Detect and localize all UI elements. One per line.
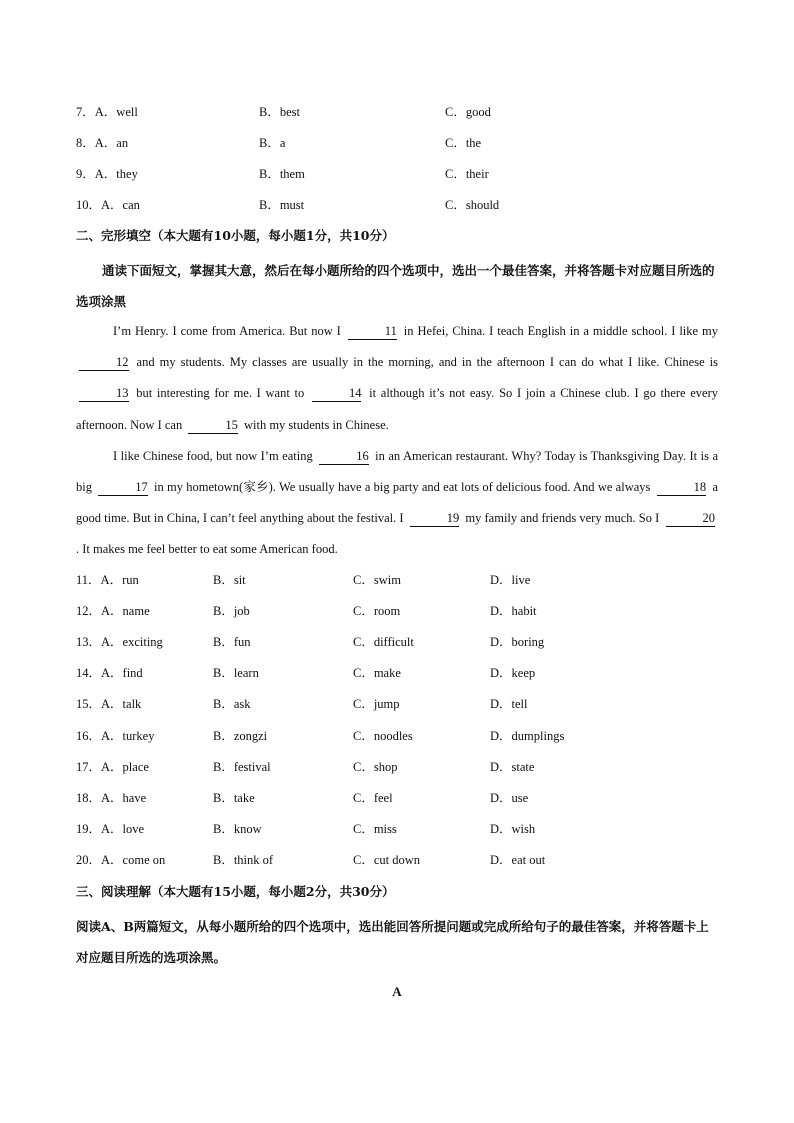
option-d: D．state: [490, 759, 535, 774]
blank-16: 16: [319, 449, 369, 465]
option-c: C．jump: [353, 697, 400, 712]
option-d: D．tell: [490, 697, 528, 712]
blank-11: 11: [348, 324, 397, 340]
option-b: B．must: [259, 198, 305, 212]
option-a: A．an: [94, 136, 129, 150]
option-a: A．run: [100, 573, 139, 587]
option-c: C．miss: [353, 821, 397, 836]
blank-15: 15: [188, 418, 238, 434]
section-3-title: 三、阅读理解（本大题有15小题，每小题2分，共30分）: [76, 884, 395, 899]
option-c: C．should: [445, 198, 500, 212]
passage-text: my family and friends very much. So I: [462, 511, 663, 526]
question-stem: [76, 195, 140, 215]
option-c: C．difficult: [353, 635, 414, 650]
option-a: A．they: [94, 167, 138, 181]
passage-text: and my students. My classes are usually in the morning, and in the afternoon I can do what I like. Chinese is: [131, 355, 718, 370]
cloze-passage: [76, 316, 718, 566]
option-b: B．think of: [213, 852, 274, 867]
question-number: 12．: [76, 604, 102, 619]
question-number: 15．: [76, 697, 102, 712]
passage-text: in my hometown(家乡). We usually have a big party and eat lots of delicious food. And we always: [150, 480, 654, 495]
passage-text: it although it’s not easy. So I join a Chinese club. I go there every afternoon. Now I can: [76, 386, 718, 432]
question-number: 17．: [76, 759, 102, 774]
option-b: B．fun: [213, 635, 251, 650]
passage-paragraph-2: [76, 441, 718, 566]
option-c: C．make: [353, 666, 401, 681]
option-b: B．ask: [213, 697, 251, 712]
option-a: A．name: [101, 604, 150, 619]
option-b: B．zongzi: [213, 728, 268, 743]
question-stem: [76, 102, 138, 122]
option-a: A．love: [101, 821, 145, 836]
option-a: A．have: [101, 790, 147, 805]
option-b: B．know: [213, 821, 262, 836]
option-d: D．dumplings: [490, 728, 565, 743]
option-d: D．keep: [490, 666, 536, 681]
question-stem: [76, 164, 138, 184]
blank-18: 18: [657, 480, 707, 496]
question-stem: [76, 570, 139, 590]
question-stem: [76, 601, 150, 621]
question-stem: [76, 850, 165, 870]
option-c: C．their: [445, 167, 489, 181]
passage-text: . It makes me feel better to eat some American food.: [76, 542, 338, 557]
passage-paragraph-1: [76, 316, 718, 441]
option-c: C．shop: [353, 759, 398, 774]
passage-text: I like Chinese food, but now I’m eating: [113, 448, 317, 463]
option-a: A．well: [94, 105, 138, 119]
question-number: 8．: [76, 136, 95, 150]
option-b: B．festival: [213, 759, 271, 774]
option-a: A．can: [101, 198, 140, 212]
passage-a-label: A: [392, 984, 402, 999]
option-d: D．wish: [490, 821, 536, 836]
blank-17: 17: [98, 480, 148, 496]
question-stem: [76, 694, 141, 714]
option-d: D．boring: [490, 635, 545, 650]
option-a: A．find: [101, 666, 143, 681]
option-d: D．habit: [490, 604, 537, 619]
question-number: 11．: [76, 573, 101, 587]
option-a: A．turkey: [101, 728, 155, 743]
option-c: C．noodles: [353, 728, 413, 743]
blank-13: 13: [79, 386, 129, 402]
question-number: 9．: [76, 167, 95, 181]
option-b: B．sit: [213, 573, 246, 587]
section-2-instruction: 通读下面短文，掌握其大意，然后在每小题所给的四个选项中，选出一个最佳答案，并将答题卡对应题目所选的选项涂黑: [76, 263, 715, 309]
question-number: 13．: [76, 635, 102, 650]
question-number: 7．: [76, 105, 95, 119]
blank-19: 19: [410, 511, 460, 527]
question-number: 14．: [76, 666, 102, 681]
passage-text: a good time. But in China, I can’t feel anything about the festival. I: [76, 480, 718, 526]
question-number: 20．: [76, 852, 102, 867]
option-d: D．eat out: [490, 852, 546, 867]
question-stem: [76, 788, 146, 808]
blank-14: 14: [312, 386, 362, 402]
option-b: B．a: [259, 136, 286, 150]
option-c: C．good: [445, 105, 491, 119]
question-stem: [76, 819, 144, 839]
option-a: A．exciting: [101, 635, 163, 650]
section-2-title: 二、完形填空（本大题有10小题，每小题1分，共10分）: [76, 228, 395, 243]
passage-text: but interesting for me. I want to: [131, 386, 309, 401]
question-stem: [76, 757, 149, 777]
question-stem: [76, 632, 163, 652]
option-b: B．them: [259, 167, 305, 181]
option-a: A．place: [101, 759, 149, 774]
option-d: D．use: [490, 790, 529, 805]
question-number: 16．: [76, 728, 102, 743]
option-a: A．talk: [101, 697, 142, 712]
blank-20: 20: [666, 511, 716, 527]
option-c: C．swim: [353, 573, 401, 587]
question-number: 18．: [76, 790, 102, 805]
passage-text: in an American restaurant. Why? Today is Thanksgiving Day. It is a big: [76, 448, 718, 495]
question-number: 19．: [76, 821, 102, 836]
blank-12: 12: [79, 355, 129, 371]
option-a: A．come on: [101, 852, 166, 867]
option-b: B．job: [213, 604, 250, 619]
passage-text: with my students in Chinese.: [240, 417, 389, 432]
passage-text: I’m Henry. I come from America. But now I: [113, 324, 345, 338]
option-c: C．cut down: [353, 852, 421, 867]
option-c: C．the: [445, 136, 482, 150]
passage-text: in Hefei, China. I teach English in a middle school. I like my: [399, 324, 718, 338]
option-b: B．best: [259, 105, 300, 119]
option-b: B．learn: [213, 666, 259, 681]
section-3-instruction: 阅读A、B两篇短文，从每小题所给的四个选项中，选出能回答所提问题或完成所给句子的最佳答案，并将答题卡上对应题目所选的选项涂黑。: [76, 919, 709, 965]
question-stem: [76, 133, 128, 153]
question-stem: [76, 663, 143, 683]
option-c: C．feel: [353, 790, 393, 805]
question-stem: [76, 726, 154, 746]
option-c: C．room: [353, 604, 401, 619]
option-b: B．take: [213, 790, 255, 805]
option-d: D．live: [490, 573, 531, 587]
question-number: 10．: [76, 198, 102, 212]
